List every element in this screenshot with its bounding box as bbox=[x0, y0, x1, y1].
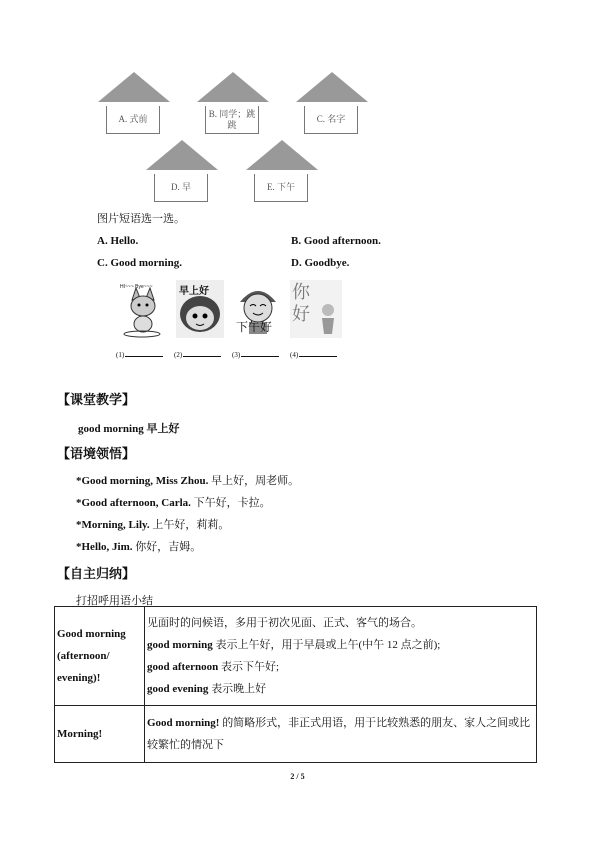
blank-number: (3) bbox=[232, 351, 241, 359]
example-english: *Hello, Jim. bbox=[76, 541, 133, 553]
example-chinese: 下午好，卡拉。 bbox=[193, 497, 271, 509]
picture-3-text: 下午好 bbox=[236, 320, 273, 334]
example-english: *Good afternoon, Carla. bbox=[76, 497, 191, 509]
house-d bbox=[146, 140, 218, 204]
example-english: *Good morning, Miss Zhou. bbox=[76, 475, 209, 487]
picture-1 bbox=[118, 282, 166, 338]
example-chinese: 早上好，周老师。 bbox=[211, 475, 300, 487]
picture-2-text: 早上好 bbox=[179, 286, 209, 297]
option-d: D. Goodbye. bbox=[291, 257, 350, 269]
house-c bbox=[296, 72, 368, 136]
option-b: B. Good afternoon. bbox=[291, 235, 381, 247]
example-chinese: 上午好，莉莉。 bbox=[152, 519, 230, 531]
desc-text: 见面时的问候语，多用于初次见面、正式、客气的场合。 bbox=[147, 617, 422, 629]
picture-2 bbox=[176, 280, 224, 336]
roof-icon bbox=[296, 72, 368, 108]
option-a: A. Hello. bbox=[97, 235, 139, 247]
page-number: 2 / 5 bbox=[290, 772, 305, 781]
house-label: B. 同学；跳跳 bbox=[205, 106, 259, 134]
example-english: *Morning, Lily. bbox=[76, 519, 150, 531]
answer-blank-2[interactable] bbox=[174, 351, 221, 359]
desc-line bbox=[147, 656, 534, 678]
table-cell-description bbox=[145, 607, 537, 706]
greetings-summary-table bbox=[54, 606, 537, 763]
house-label: D. 早 bbox=[154, 174, 208, 202]
example-1 bbox=[76, 472, 299, 488]
table-cell-label: Good morning (afternoon/ evening)! bbox=[55, 607, 145, 706]
picture-4-text: 你好 bbox=[292, 282, 310, 325]
desc-line bbox=[147, 634, 534, 656]
house-label: A. 式前 bbox=[106, 106, 160, 134]
roof-icon bbox=[197, 72, 269, 108]
desc-text: 的简略形式，非正式用语，用于比较熟悉的朋友、家人之间或比较繁忙的情况下 bbox=[147, 717, 531, 751]
example-2 bbox=[76, 494, 271, 510]
option-c: C. Good morning. bbox=[97, 257, 182, 269]
desc-bold: good afternoon bbox=[147, 661, 219, 673]
table-cell-label: Morning! bbox=[55, 706, 145, 763]
table-cell-description bbox=[145, 706, 537, 763]
answer-blank-4[interactable] bbox=[290, 351, 337, 359]
house-label: E. 下午 bbox=[254, 174, 308, 202]
roof-icon bbox=[246, 140, 318, 176]
answer-blank-1[interactable] bbox=[116, 351, 163, 359]
blank-number: (4) bbox=[290, 351, 299, 359]
house-label: C. 名字 bbox=[304, 106, 358, 134]
exercise-instruction: 图片短语选一选。 bbox=[97, 213, 185, 225]
picture-3 bbox=[234, 280, 282, 336]
desc-bold: Good morning! bbox=[147, 717, 220, 729]
desc-bold: good evening bbox=[147, 683, 209, 695]
roof-icon bbox=[146, 140, 218, 176]
cartoon-fox-icon bbox=[118, 282, 166, 338]
desc-text: 表示下午好; bbox=[218, 661, 280, 673]
example-4 bbox=[76, 538, 201, 554]
desc-text: 表示晚上好 bbox=[208, 683, 267, 695]
section-teaching-heading: 【课堂教学】 bbox=[57, 392, 136, 407]
house-b bbox=[197, 72, 269, 136]
desc-line bbox=[147, 612, 534, 634]
house-a bbox=[98, 72, 170, 136]
house-e bbox=[246, 140, 318, 204]
summary-title: 打招呼用语小结 bbox=[76, 595, 153, 607]
answer-blank-3[interactable] bbox=[232, 351, 279, 359]
roof-icon bbox=[98, 72, 170, 108]
picture-4 bbox=[290, 280, 338, 336]
blank-number: (1) bbox=[116, 351, 125, 359]
example-3 bbox=[76, 516, 229, 532]
blank-number: (2) bbox=[174, 351, 183, 359]
desc-bold: good morning bbox=[147, 639, 213, 651]
example-chinese: 你好，吉姆。 bbox=[135, 541, 202, 553]
section-self-heading: 【自主归纳】 bbox=[57, 566, 136, 581]
table-row bbox=[55, 607, 537, 706]
teaching-item: good morning 早上好 bbox=[78, 423, 180, 435]
desc-text: 表示上午好，用于早晨或上午(中午 12 点之前); bbox=[212, 639, 441, 651]
picture-1-text: HI~~~ Bye~~~ bbox=[120, 284, 153, 290]
table-row bbox=[55, 706, 537, 763]
section-context-heading: 【语境领悟】 bbox=[57, 446, 136, 461]
desc-line bbox=[147, 678, 534, 700]
